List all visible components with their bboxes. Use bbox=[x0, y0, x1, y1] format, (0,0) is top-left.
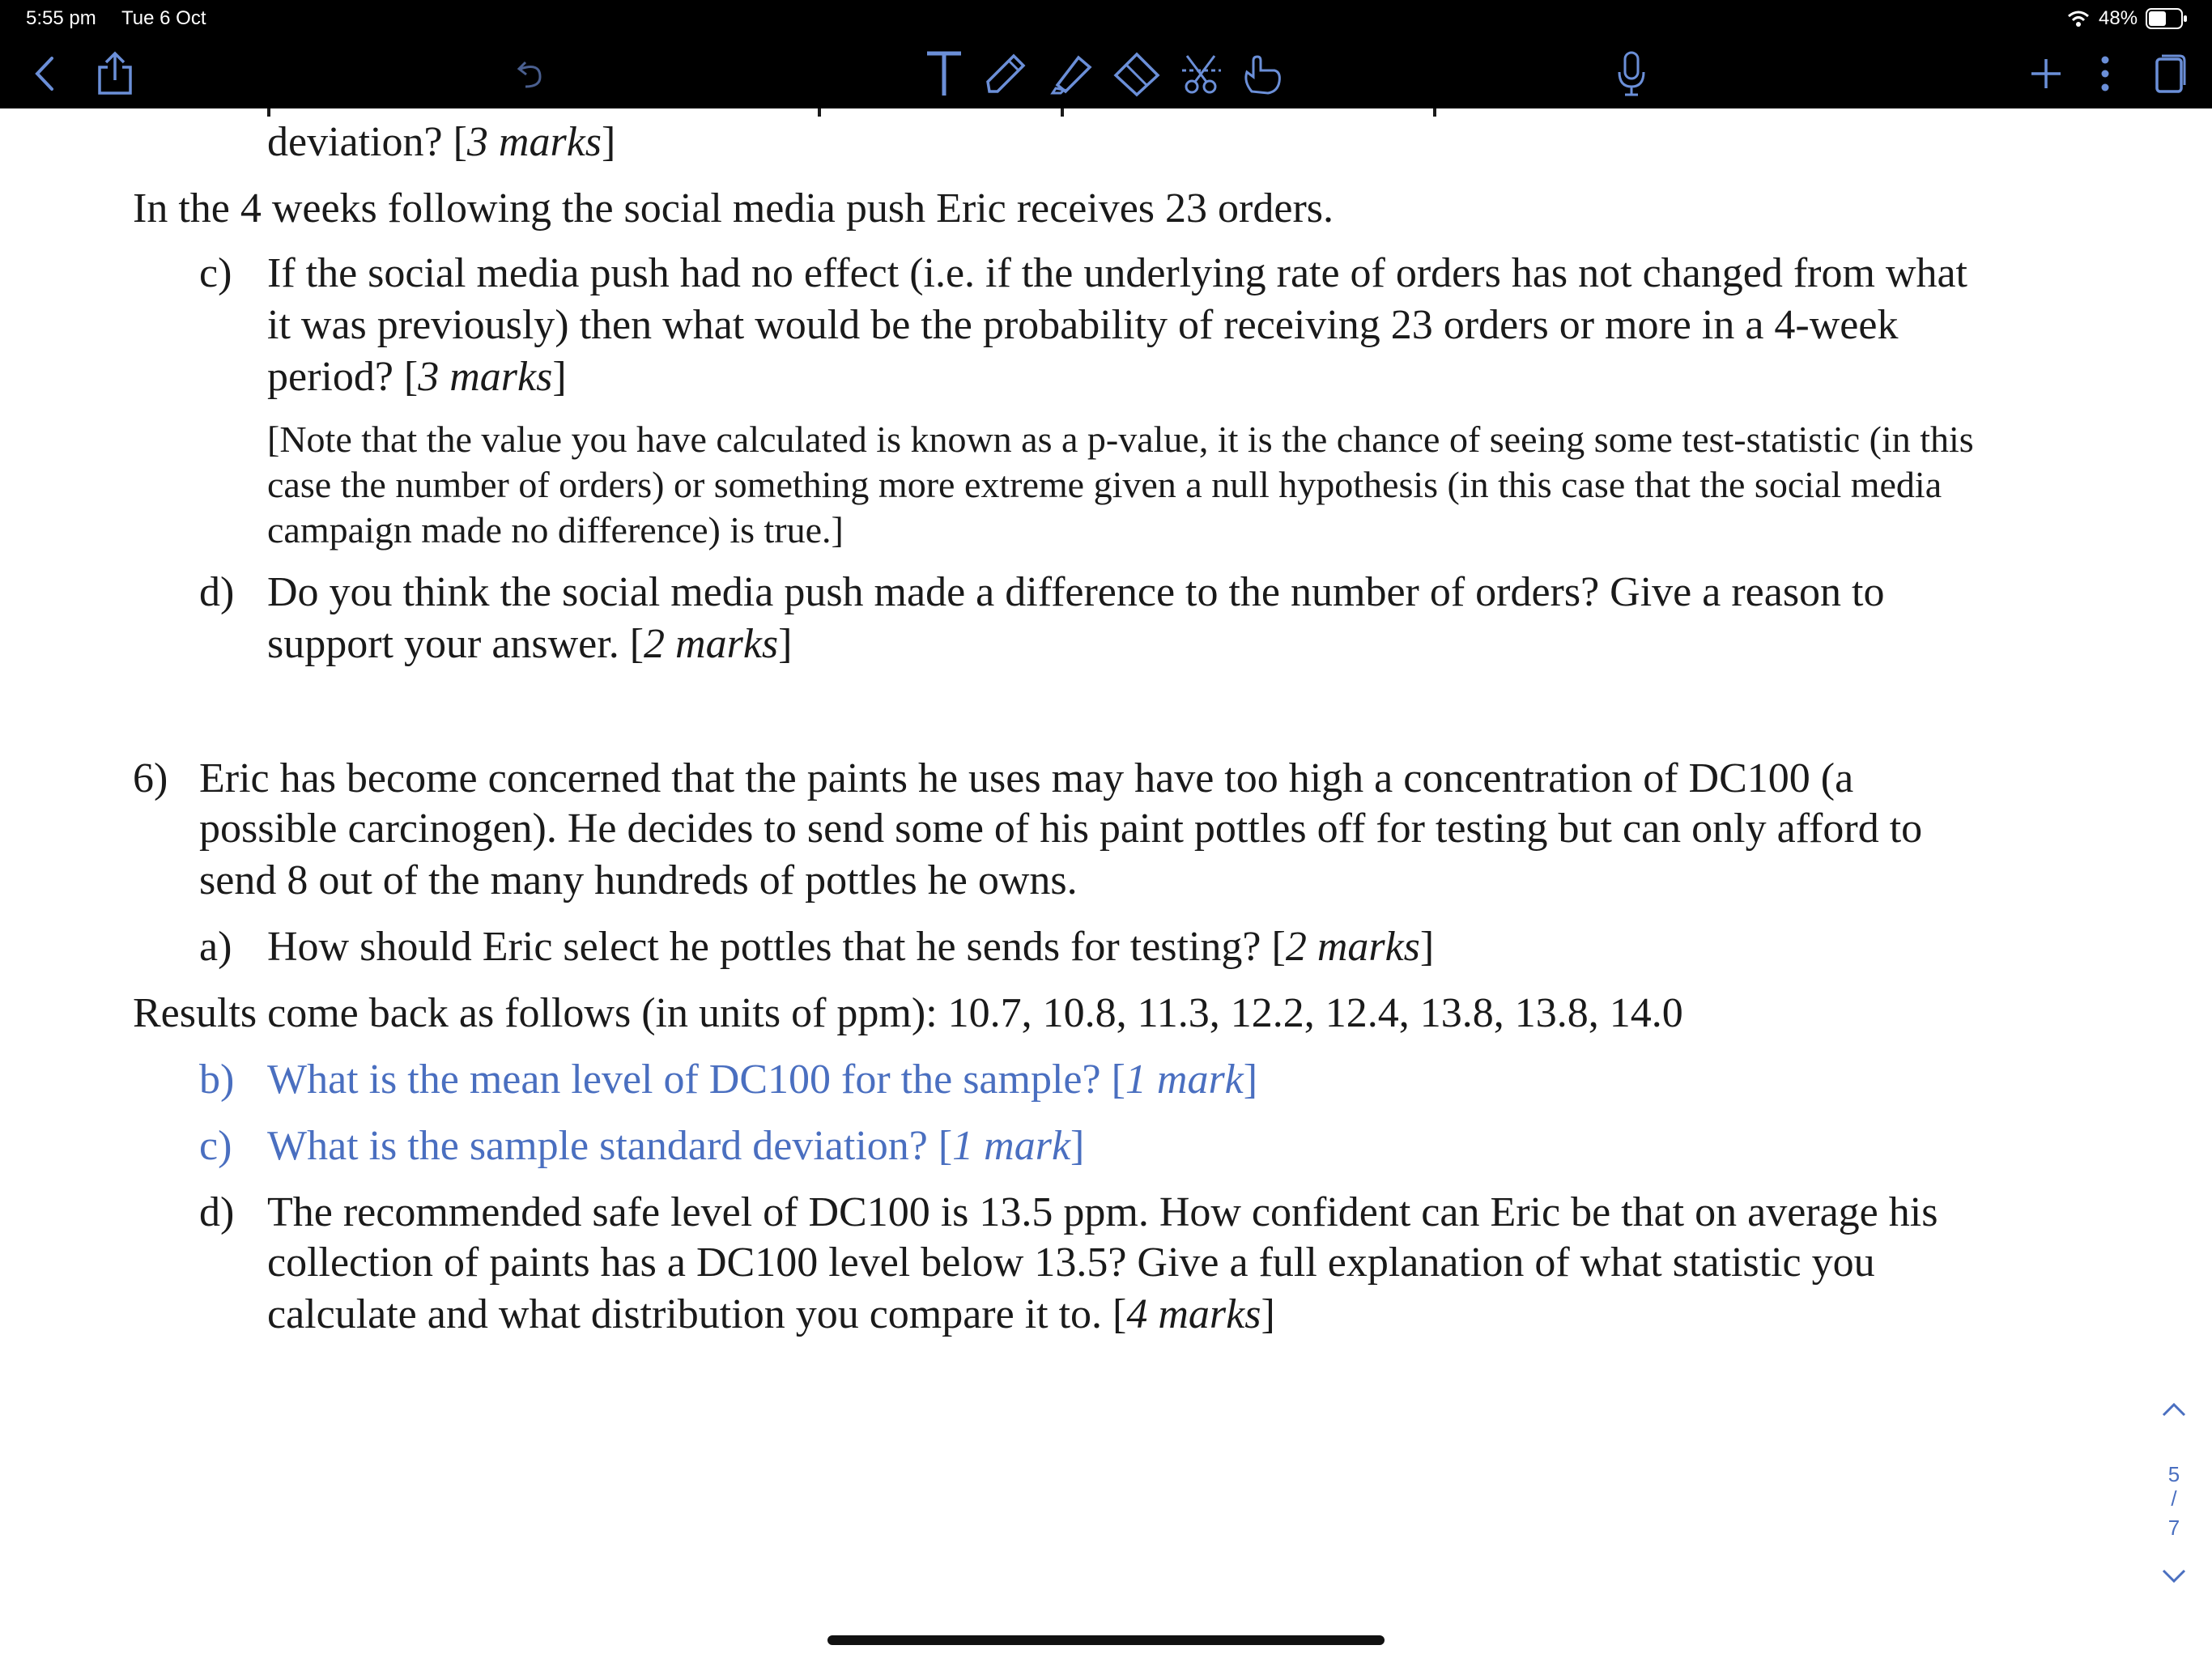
more-options-icon[interactable] bbox=[2089, 39, 2121, 108]
page-navigator bbox=[2154, 1401, 2194, 1595]
total-pages-number: 7 bbox=[2167, 1516, 2180, 1540]
question-6d-line3: calculate and what distribution you compare it to. [4 marks] bbox=[267, 1291, 1275, 1337]
note-line2: case the number of orders) or something more extreme given a null hypothesis (in this case that the social media bbox=[267, 464, 1942, 505]
text-tool-icon[interactable] bbox=[921, 39, 967, 108]
intro-line: In the 4 weeks following the social media push Eric receives 23 orders. bbox=[133, 185, 1334, 232]
highlighter-icon[interactable] bbox=[1044, 39, 1096, 108]
question-6d-line1: The recommended safe level of DC100 is 13.5 ppm. How confident can Eric be that on average his bbox=[267, 1189, 1938, 1235]
back-chevron-icon[interactable] bbox=[24, 39, 65, 108]
status-date: Tue 6 Oct bbox=[121, 7, 206, 29]
home-indicator[interactable] bbox=[827, 1635, 1385, 1645]
note-line1: [Note that the value you have calculated is known as a p-value, it is the chance of seeing some test-statistic (in this bbox=[267, 419, 1974, 460]
battery-icon bbox=[2146, 8, 2188, 35]
question-6a-label: a) bbox=[199, 924, 232, 970]
battery-percent: 48% bbox=[2099, 7, 2138, 29]
question-5c-line1: If the social media push had no effect (i.e. if the underlying rate of orders has not changed from what bbox=[267, 250, 1967, 296]
note-line3: campaign made no difference) is true.] bbox=[267, 509, 844, 551]
question-6d-label: d) bbox=[199, 1189, 235, 1235]
eraser-icon[interactable] bbox=[1111, 39, 1163, 108]
notes-toolbar bbox=[0, 39, 2212, 108]
question-6-line3: send 8 out of the many hundreds of pottles he owns. bbox=[199, 857, 1078, 903]
wifi-icon bbox=[2067, 10, 2090, 33]
hand-pointer-icon[interactable] bbox=[1237, 39, 1289, 108]
question-6-line2: possible carcinogen). He decides to send some of his paint pottles off for testing but can only afford to bbox=[199, 806, 1923, 852]
add-page-icon[interactable] bbox=[2026, 39, 2066, 108]
question-6b-label: b) bbox=[199, 1056, 235, 1103]
microphone-icon[interactable] bbox=[1611, 39, 1652, 108]
page-separator: / bbox=[2171, 1486, 2177, 1511]
document-page[interactable] bbox=[0, 108, 2212, 1658]
page-down-chevron-icon[interactable] bbox=[2160, 1567, 2188, 1589]
question-5c-label: c) bbox=[199, 250, 232, 296]
question-5d-line1: Do you think the social media push made a difference to the number of orders? Give a reason to bbox=[267, 569, 1885, 615]
page-up-chevron-icon[interactable] bbox=[2160, 1401, 2188, 1422]
question-5d-line2: support your answer. [2 marks] bbox=[267, 621, 793, 667]
page-view-icon[interactable] bbox=[2147, 39, 2193, 108]
question-6-label: 6) bbox=[133, 755, 168, 801]
question-6b-text: What is the mean level of DC100 for the sample? [1 mark] bbox=[267, 1056, 1258, 1103]
lasso-scissors-icon[interactable] bbox=[1176, 39, 1227, 108]
share-icon[interactable] bbox=[91, 39, 139, 108]
pen-icon[interactable] bbox=[980, 39, 1032, 108]
undo-icon[interactable] bbox=[510, 39, 551, 108]
status-bar bbox=[0, 0, 2212, 39]
question-6c-label: c) bbox=[199, 1123, 232, 1169]
question-5c-line2: it was previously) then what would be the probability of receiving 23 orders or more in a 4-week bbox=[267, 302, 1899, 348]
question-6a-text: How should Eric select he pottles that he sends for testing? [2 marks] bbox=[267, 924, 1435, 970]
results-line: Results come back as follows (in units of ppm): 10.7, 10.8, 11.3, 12.2, 12.4, 13.8, 13.8, 14.0 bbox=[133, 990, 1683, 1036]
question-5c-line3: period? [3 marks] bbox=[267, 354, 567, 400]
question-5b-tail: deviation? [3 marks] bbox=[267, 119, 616, 165]
question-5d-label: d) bbox=[199, 569, 235, 615]
status-time: 5:55 pm bbox=[26, 7, 96, 29]
current-page-number: 5 bbox=[2167, 1462, 2180, 1486]
question-6c-text: What is the sample standard deviation? [1 mark] bbox=[267, 1123, 1085, 1169]
question-6-line1: Eric has become concerned that the paints he uses may have too high a concentration of DC100 (a bbox=[199, 755, 1854, 801]
question-6d-line2: collection of paints has a DC100 level below 13.5? Give a full explanation of what statistic you bbox=[267, 1239, 1875, 1286]
